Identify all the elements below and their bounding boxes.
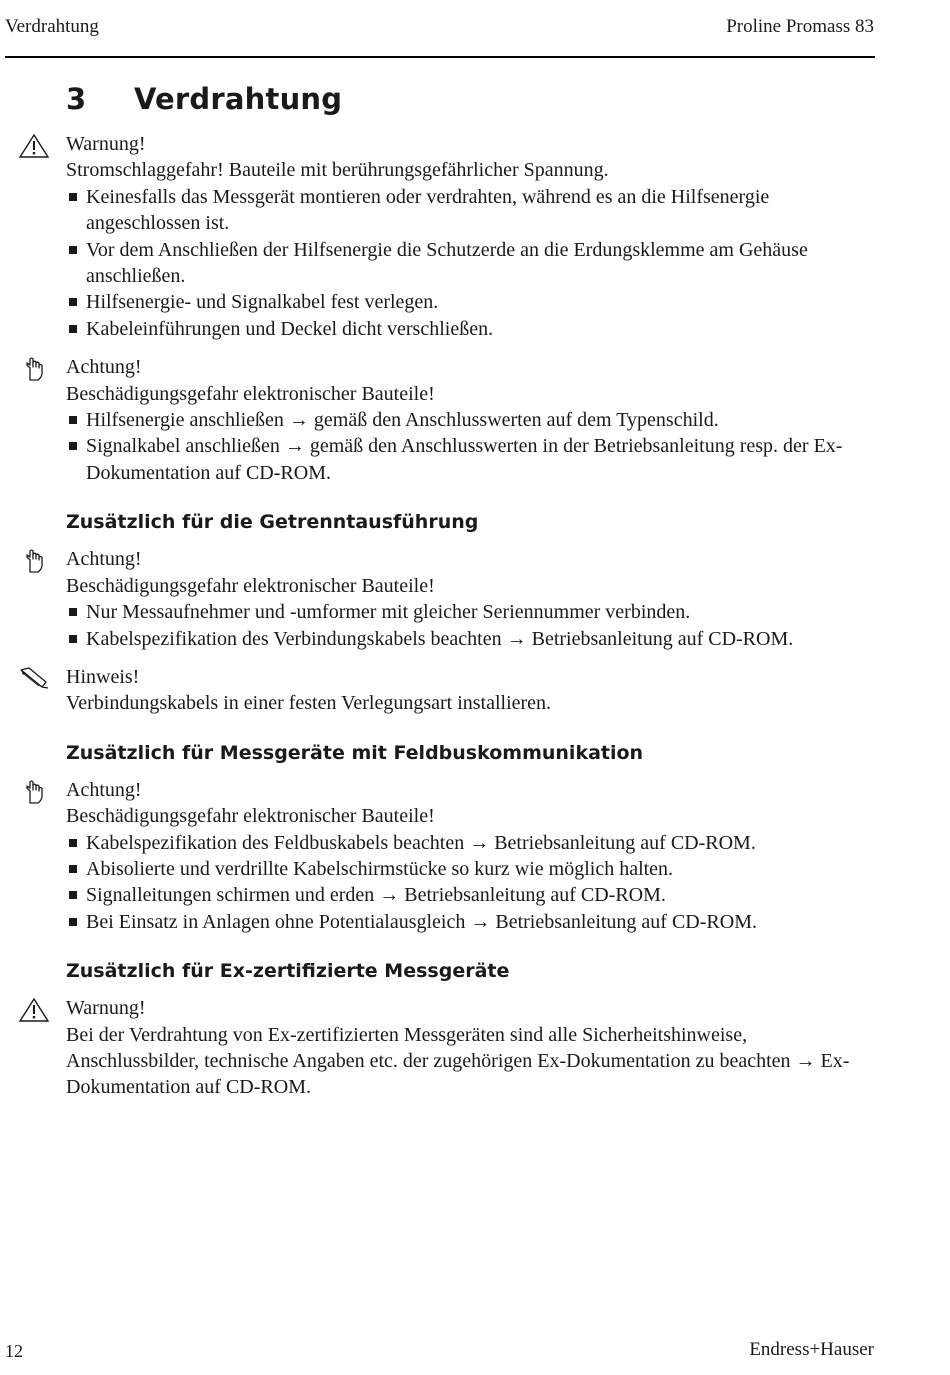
note-intro: Beschädigungsgefahr elektronischer Bauteile! <box>66 382 435 405</box>
info-note <box>66 664 866 717</box>
list-item: Keinesfalls das Messgerät montieren oder verdrahten, während es an die Hilfsenergie angeschlossen ist. <box>66 184 866 237</box>
section-subheading: Zusätzlich für die Getrenntausführung <box>66 511 479 534</box>
bullet-list <box>66 407 866 486</box>
caution-note <box>66 777 866 935</box>
note-title: Achtung! <box>66 778 142 801</box>
list-item: Hilfsenergie anschließen → gemäß den Anschlusswerten auf dem Typenschild. <box>66 407 866 433</box>
note-intro: Bei der Verdrahtung von Ex-zertifizierten Messgeräten sind alle Sicherheitshinweise, Anschlussbilder, technische Angaben etc. der zugehörigen Ex-Dokumentation zu beachten → Ex-Dokumentation auf CD-ROM. <box>66 1023 850 1099</box>
pointing-hand-icon <box>16 356 52 382</box>
list-item: Abisolierte und verdrillte Kabelschirmstücke so kurz wie möglich halten. <box>66 856 866 882</box>
note-title: Achtung! <box>66 548 142 571</box>
note-title: Warnung! <box>66 997 146 1020</box>
note-intro: Stromschlaggefahr! Bauteile mit berührungsgefährlicher Spannung. <box>66 159 609 182</box>
list-item: Hilfsenergie- und Signalkabel fest verlegen. <box>66 289 866 315</box>
running-header-section: Verdrahtung <box>5 16 99 37</box>
note-title: Hinweis! <box>66 665 140 688</box>
section-subheading: Zusätzlich für Ex-zertifizierte Messgeräte <box>66 960 510 983</box>
list-item: Nur Messaufnehmer und -umformer mit gleicher Seriennummer verbinden. <box>66 599 866 625</box>
chapter-heading <box>66 82 342 116</box>
note-intro: Beschädigungsgefahr elektronischer Bauteile! <box>66 805 435 828</box>
pencil-icon <box>16 666 52 692</box>
list-item: Signalleitungen schirmen und erden → Betriebsanleitung auf CD-ROM. <box>66 882 866 908</box>
section-subheading: Zusätzlich für Messgeräte mit Feldbuskommunikation <box>66 741 644 764</box>
bullet-list <box>66 830 866 936</box>
list-item: Vor dem Anschließen der Hilfsenergie die Schutzerde an die Erdungsklemme am Gehäuse anschließen. <box>66 237 866 290</box>
list-item: Bei Einsatz in Anlagen ohne Potentialausgleich → Betriebsanleitung auf CD-ROM. <box>66 909 866 935</box>
note-intro: Beschädigungsgefahr elektronischer Bauteile! <box>66 574 435 597</box>
caution-note <box>66 354 866 486</box>
bullet-list <box>66 599 866 652</box>
caution-note <box>66 546 866 652</box>
list-item: Kabelspezifikation des Feldbuskabels beachten → Betriebsanleitung auf CD-ROM. <box>66 830 866 856</box>
header-rule <box>5 56 875 58</box>
chapter-title: Verdrahtung <box>134 82 343 116</box>
page-number: 12 <box>5 1341 23 1361</box>
warning-note <box>66 131 866 342</box>
page-content <box>66 131 866 1101</box>
warning-triangle-icon <box>16 997 52 1023</box>
pointing-hand-icon <box>16 779 52 805</box>
bullet-list <box>66 184 866 342</box>
list-item: Kabeleinführungen und Deckel dicht verschließen. <box>66 316 866 342</box>
pointing-hand-icon <box>16 548 52 574</box>
list-item: Signalkabel anschließen → gemäß den Anschlusswerten in der Betriebsanleitung resp. der Ex-Dokumentation auf CD-ROM. <box>66 433 866 486</box>
warning-note <box>66 995 866 1101</box>
note-title: Warnung! <box>66 133 146 155</box>
note-title: Achtung! <box>66 356 142 379</box>
chapter-number: 3 <box>66 82 87 116</box>
list-item: Kabelspezifikation des Verbindungskabels beachten → Betriebsanleitung auf CD-ROM. <box>66 626 866 652</box>
running-header-product: Proline Promass 83 <box>726 16 874 37</box>
warning-triangle-icon <box>16 133 52 159</box>
note-intro: Verbindungskabels in einer festen Verlegungsart installieren. <box>66 692 552 715</box>
footer-brand: Endress+Hauser <box>749 1339 874 1360</box>
